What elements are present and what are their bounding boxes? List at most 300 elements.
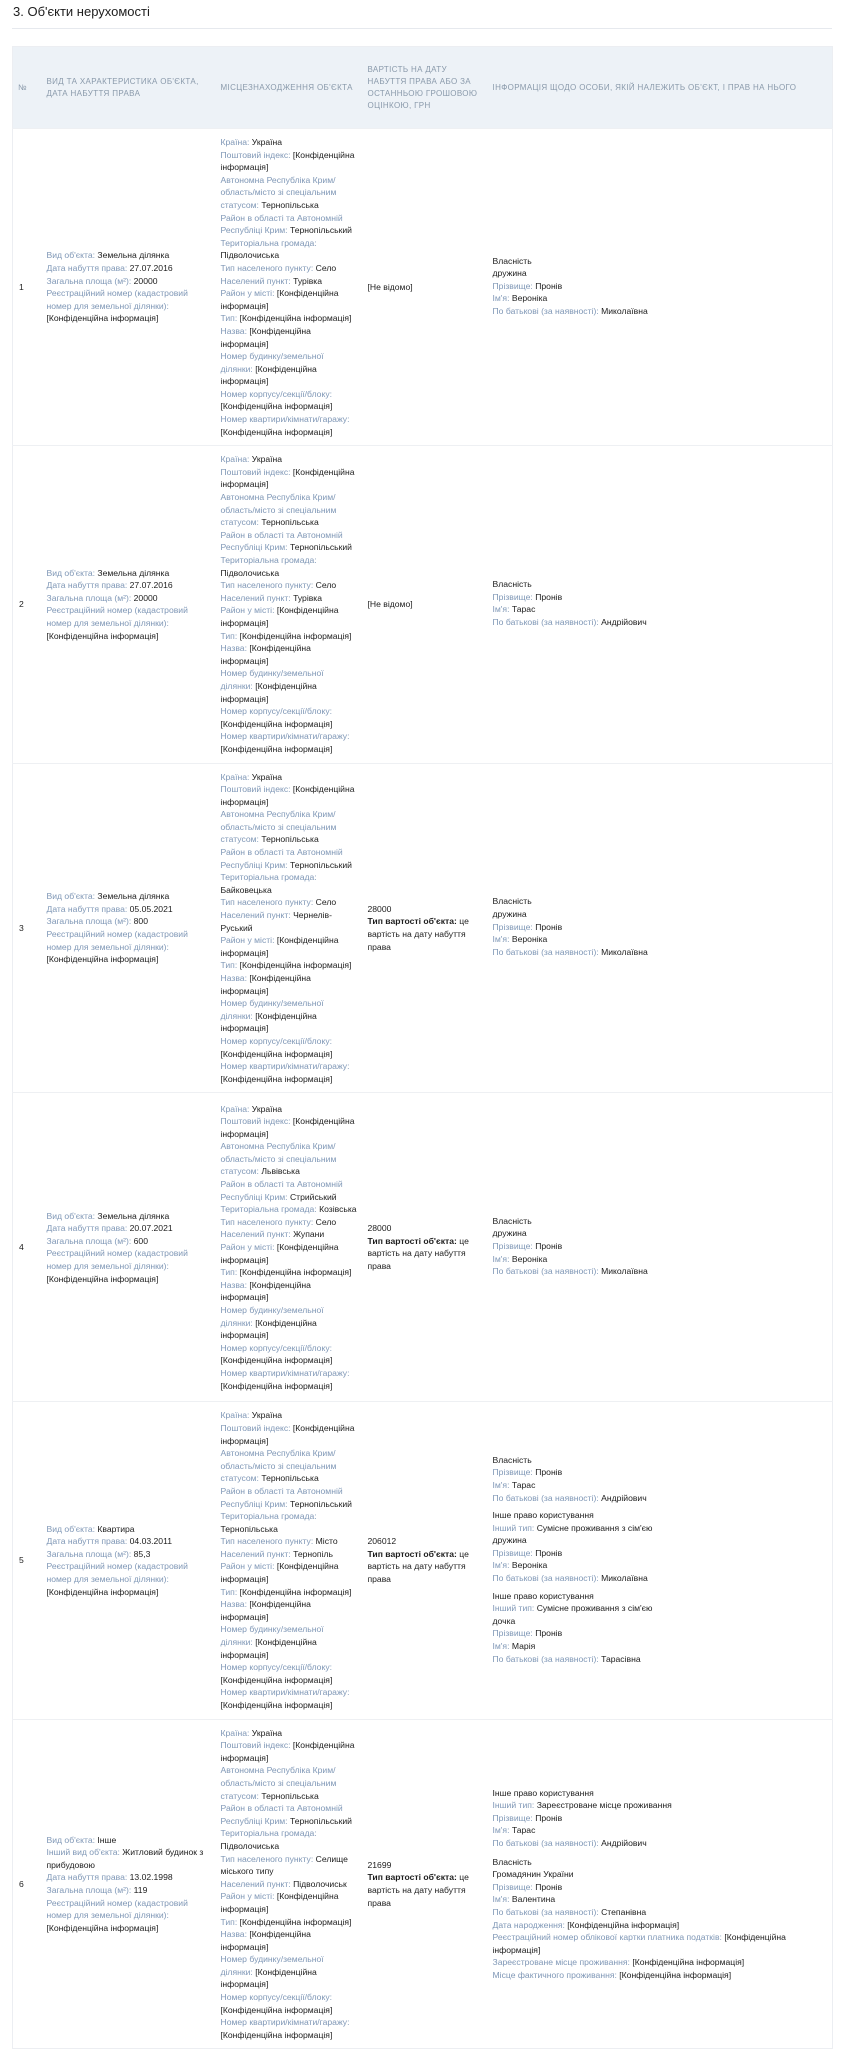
street-name-value: [Конфіденційна інформація] — [220, 1599, 311, 1622]
third-person-name — [493, 1893, 828, 1906]
street-type-label: Тип: — [220, 630, 238, 641]
apartment-number-value: [Конфіденційна інформація] — [220, 1700, 333, 1710]
street-type-value: [Конфіденційна інформація] — [239, 630, 352, 641]
owner-cell — [488, 1093, 833, 1402]
co-user-other-type-value: Сумісне проживання з сім'єю — [536, 1522, 653, 1533]
city-district-value: [Конфіденційна інформація] — [220, 1242, 339, 1265]
apartment-number-label: Номер квартири/кімнати/гаражу: — [220, 1061, 350, 1072]
owner-right: Власність — [492, 255, 532, 266]
registration-number-value: [Конфіденційна інформація] — [46, 954, 159, 965]
house-number-label: Номер будинку/земельної ділянки: — [220, 1305, 324, 1328]
community-value: Байковецька — [220, 884, 272, 895]
object-type-value: Земельна ділянка — [97, 1210, 170, 1221]
object-cell — [42, 1093, 216, 1402]
value-type: Тип вартості об'єкта: це вартість на дату набуття права — [367, 916, 469, 952]
third-person-birth-date — [493, 1919, 828, 1932]
house-number-label: Номер будинку/земельної ділянки: — [220, 668, 324, 691]
owner-patronymic — [493, 305, 828, 318]
owner-name-label: Ім'я: — [492, 1825, 510, 1836]
object-value: 21699 — [367, 1859, 392, 1870]
object-cell — [42, 129, 216, 446]
third-person-birth-date-label: Дата народження: — [492, 1919, 565, 1930]
district-label: Район в області та Автономній Республіці Крим: — [220, 212, 343, 236]
house-number — [221, 667, 358, 705]
owner-patronymic-value: Андрійович — [601, 616, 647, 627]
building-number-label: Номер корпусу/секції/блоку: — [220, 1035, 333, 1046]
owner-patronymic-value: Миколаївна — [601, 946, 648, 957]
row-number: 2 — [13, 446, 42, 763]
city-district-label: Район у місті: — [220, 1891, 275, 1902]
owner-surname — [493, 1466, 828, 1479]
country-value: Україна — [251, 454, 283, 465]
street-type-label: Тип: — [220, 1586, 238, 1597]
third-person-tax-number — [493, 1931, 828, 1956]
building-number — [221, 388, 358, 413]
co-user-right: Інше право користування — [492, 1510, 594, 1521]
owner-name — [493, 603, 828, 616]
community-value: Підволочиська — [220, 250, 280, 261]
settlement-label: Населений пункт: — [220, 275, 291, 286]
table-body — [13, 129, 833, 2049]
street-name-label: Назва: — [220, 1929, 247, 1940]
postal-code-label: Поштовий індекс: — [220, 149, 291, 160]
country-value: Україна — [251, 1727, 283, 1738]
community-value: Тернопільська — [220, 1523, 278, 1534]
object-type-label: Вид об'єкта: — [46, 1210, 96, 1221]
table-row — [13, 446, 833, 763]
street-name — [221, 1928, 358, 1953]
total-area-label: Загальна площа (м²): — [46, 916, 132, 927]
district-label: Район в області та Автономній Республіці Крим: — [220, 1179, 343, 1202]
acquisition-date-label: Дата набуття права: — [46, 1223, 128, 1234]
house-number — [221, 997, 358, 1035]
street-name-value: [Конфіденційна інформація] — [220, 325, 311, 349]
total-area-label: Загальна площа (м²): — [46, 275, 132, 286]
street-type-label: Тип: — [220, 1916, 238, 1927]
total-area-label: Загальна площа (м²): — [46, 1235, 132, 1246]
apartment-number — [221, 413, 358, 438]
district — [221, 1178, 358, 1203]
postal-code — [221, 1115, 358, 1140]
table-row — [13, 129, 833, 446]
location-cell — [216, 446, 363, 763]
location-cell — [216, 1093, 363, 1402]
object-value: 206012 — [367, 1536, 397, 1547]
owner-name-label: Ім'я: — [492, 934, 510, 945]
owner-cell — [488, 763, 833, 1093]
building-number-value: [Конфіденційна інформація] — [220, 1355, 333, 1366]
owner-other-type — [493, 1799, 828, 1812]
owner-surname — [493, 280, 828, 293]
third-person-registered-address-label: Зареєстроване місце проживання: — [492, 1957, 630, 1968]
street-type-label: Тип: — [220, 960, 238, 971]
third-person-block — [493, 1856, 828, 1982]
district-label: Район в області та Автономній Республіці Крим: — [220, 1485, 343, 1509]
acquisition-date-value: 05.05.2021 — [129, 903, 173, 914]
postal-code-label: Поштовий індекс: — [220, 1116, 291, 1127]
acquisition-date — [47, 903, 211, 916]
total-area-value: 800 — [133, 916, 148, 927]
country-value: Україна — [251, 771, 283, 782]
owner-block — [493, 255, 828, 318]
street-type — [221, 312, 358, 325]
table-row — [13, 763, 833, 1093]
acquisition-date-label: Дата набуття права: — [46, 1536, 128, 1547]
registration-number — [47, 928, 211, 966]
object-type — [47, 249, 211, 262]
total-area — [47, 275, 211, 288]
apartment-number-label: Номер квартири/кімнати/гаражу: — [220, 1687, 350, 1698]
city-district — [221, 1890, 358, 1915]
street-name-label: Назва: — [220, 1279, 247, 1290]
street-name — [221, 1279, 358, 1304]
owner-surname-value: Пронів — [535, 1812, 563, 1823]
owner-relation: дружина — [492, 268, 527, 279]
building-number-value: [Конфіденційна інформація] — [220, 1674, 333, 1685]
acquisition-date-value: 20.07.2021 — [129, 1223, 173, 1234]
registration-number-label: Реєстраційний номер (кадастровий номер для земельної ділянки): — [46, 1897, 188, 1921]
co-user-name — [493, 1640, 828, 1653]
object-value: 28000 — [367, 1223, 392, 1234]
object-cell — [42, 763, 216, 1093]
postal-code-value: [Конфіденційна інформація] — [220, 1116, 355, 1139]
owner-block — [493, 1787, 828, 1850]
co-user-surname-value: Пронів — [535, 1547, 563, 1558]
country-value: Україна — [251, 1410, 283, 1421]
region-label: Автономна Республіка Крим/ область/місто зі спеціальним статусом: — [220, 1141, 337, 1177]
third-person-tax-number-label: Реєстраційний номер облікової картки платника податків: — [492, 1932, 722, 1943]
community — [221, 1203, 358, 1216]
district — [221, 1485, 358, 1510]
owner-name-value: Тарас — [511, 1479, 536, 1490]
country-label: Країна: — [220, 1410, 250, 1421]
settlement-label: Населений пункт: — [220, 1548, 291, 1559]
table-row — [13, 1093, 833, 1402]
owner-patronymic-label: По батькові (за наявності): — [492, 306, 599, 317]
settlement-type-label: Тип населеного пункту: — [220, 262, 314, 273]
object-value: [Не відомо] — [367, 599, 413, 610]
community-label: Територіальна громада: — [220, 555, 317, 565]
street-name-label: Назва: — [220, 643, 247, 654]
city-district-label: Район у місті: — [220, 288, 275, 299]
apartment-number-value: [Конфіденційна інформація] — [220, 743, 333, 754]
settlement-type — [221, 262, 358, 275]
region-label: Автономна Республіка Крим/ область/місто зі спеціальним статусом: — [220, 1765, 337, 1801]
building-number-label: Номер корпусу/секції/блоку: — [220, 1342, 333, 1353]
region — [221, 808, 358, 846]
owner-relation: дружина — [492, 1228, 527, 1239]
city-district — [221, 287, 358, 312]
street-name-value: [Конфіденційна інформація] — [220, 1279, 311, 1303]
building-number-label: Номер корпусу/секції/блоку: — [220, 1662, 333, 1673]
district — [221, 212, 358, 237]
total-area-label: Загальна площа (м²): — [46, 1548, 132, 1559]
owner-surname-label: Прізвище: — [492, 921, 533, 932]
district-value: Тернопільський — [289, 1815, 352, 1826]
street-name-label: Назва: — [220, 973, 247, 983]
region-value: Тернопільська — [261, 1790, 319, 1801]
acquisition-date — [47, 1871, 211, 1884]
co-user-surname — [493, 1547, 828, 1560]
owner-cell — [488, 1719, 833, 2049]
owner-surname — [493, 921, 828, 934]
object-type-value: Земельна ділянка — [97, 891, 170, 902]
settlement-value: Чернелів-Руський — [220, 910, 332, 933]
owner-name-label: Ім'я: — [492, 1479, 510, 1490]
object-type-value: Земельна ділянка — [97, 250, 170, 261]
object-value: 28000 — [367, 903, 392, 914]
owner-name — [493, 292, 828, 305]
total-area-value: 119 — [133, 1885, 148, 1896]
owner-patronymic — [493, 1265, 828, 1278]
owner-name — [493, 933, 828, 946]
house-number-value: [Конфіденційна інформація] — [220, 1966, 317, 1990]
owner-patronymic-value: Андрійович — [601, 1837, 647, 1848]
city-district-label: Район у місті: — [220, 1242, 275, 1253]
row-number: 6 — [13, 1719, 42, 2049]
city-district-value: [Конфіденційна інформація] — [220, 1891, 339, 1914]
street-name-value: [Конфіденційна інформація] — [220, 973, 311, 996]
settlement-value: Жупани — [293, 1229, 325, 1240]
settlement-label: Населений пункт: — [220, 1878, 291, 1889]
country-label: Країна: — [220, 1727, 250, 1738]
owner-right: Власність — [492, 1454, 532, 1465]
third-person-patronymic-value: Степанівна — [601, 1906, 647, 1917]
apartment-number-label: Номер квартири/кімнати/гаражу: — [220, 2017, 350, 2028]
third-person-actual-address-label: Місце фактичного проживання: — [492, 1969, 617, 1980]
apartment-number — [221, 730, 358, 755]
header-owner: ІНФОРМАЦІЯ ЩОДО ОСОБИ, ЯКІЙ НАЛЕЖИТЬ ОБ'ЄКТ, І ПРАВ НА НЬОГО — [488, 47, 833, 129]
owner-other-type-label: Інший тип: — [492, 1800, 535, 1811]
city-district-label: Район у місті: — [220, 1561, 275, 1572]
registration-number — [47, 604, 211, 642]
co-user-surname-label: Прізвище: — [492, 1547, 533, 1558]
building-number-value: [Конфіденційна інформація] — [220, 2004, 333, 2015]
object-type-value: Квартира — [97, 1523, 135, 1534]
object-cell — [42, 1719, 216, 2049]
settlement-label: Населений пункт: — [220, 910, 291, 921]
region-value: Тернопільська — [261, 517, 319, 528]
value-type-label: Тип вартості об'єкта: — [367, 1872, 457, 1883]
object-type-value: Інше — [97, 1834, 117, 1845]
house-number-value: [Конфіденційна інформація] — [220, 1637, 317, 1660]
region — [221, 1447, 358, 1485]
object-type — [47, 890, 211, 903]
object-other-type-label: Інший вид об'єкта: — [46, 1847, 120, 1858]
owner-name — [493, 1253, 828, 1266]
third-person-registered-address — [493, 1956, 828, 1969]
community — [221, 237, 358, 262]
country — [221, 453, 358, 466]
settlement-type-label: Тип населеного пункту: — [220, 1216, 314, 1227]
co-user-relation: дружина — [492, 1535, 527, 1546]
total-area-value: 20000 — [133, 592, 158, 603]
owner-name-value: Вероніка — [511, 293, 548, 304]
house-number-value: [Конфіденційна інформація] — [220, 1010, 317, 1034]
district-value: Тернопільський — [289, 225, 352, 236]
community-label: Територіальна громада: — [220, 237, 317, 248]
owner-surname-value: Пронів — [535, 1467, 563, 1478]
apartment-number-label: Номер квартири/кімнати/гаражу: — [220, 414, 350, 425]
building-number-value: [Конфіденційна інформація] — [220, 401, 333, 412]
total-area — [47, 1884, 211, 1897]
street-type-value: [Конфіденційна інформація] — [239, 960, 352, 971]
owner-name-value: Тарас — [511, 1825, 536, 1836]
settlement-value: Турівка — [293, 592, 323, 603]
settlement-type-value: Місто — [315, 1536, 338, 1547]
postal-code-value: [Конфіденційна інформація] — [220, 466, 355, 490]
owner-patronymic — [493, 946, 828, 959]
value-cell — [363, 129, 488, 446]
settlement — [221, 1228, 358, 1241]
header-object: ВИД ТА ХАРАКТЕРИСТИКА ОБ'ЄКТА, ДАТА НАБУТТЯ ПРАВА — [42, 47, 216, 129]
total-area — [47, 592, 211, 605]
object-value: [Не відомо] — [367, 281, 413, 292]
settlement-type-value: Село — [315, 1216, 337, 1227]
city-district — [221, 1560, 358, 1585]
registration-number-label: Реєстраційний номер (кадастровий номер для земельної ділянки): — [46, 1248, 188, 1271]
settlement-label: Населений пункт: — [220, 1229, 291, 1240]
third-person-patronymic-label: По батькові (за наявності): — [492, 1906, 599, 1917]
object-type-label: Вид об'єкта: — [46, 1834, 96, 1845]
settlement — [221, 592, 358, 605]
co-user-patronymic — [493, 1653, 828, 1666]
co-user-name-label: Ім'я: — [492, 1560, 510, 1571]
street-name — [221, 642, 358, 667]
third-person-registered-address-value: [Конфіденційна інформація] — [632, 1957, 745, 1968]
community-value: Козівська — [319, 1204, 357, 1215]
house-number — [221, 350, 358, 388]
region-label: Автономна Республіка Крим/ область/місто зі спеціальним статусом: — [220, 1448, 337, 1484]
owner-surname — [493, 1240, 828, 1253]
third-person-surname — [493, 1881, 828, 1894]
object-type — [47, 1834, 211, 1847]
owner-block — [493, 578, 828, 628]
owner-patronymic-value: Миколаївна — [601, 1266, 648, 1277]
postal-code — [221, 1422, 358, 1447]
street-type — [221, 1916, 358, 1929]
third-person-name-label: Ім'я: — [492, 1894, 510, 1905]
postal-code — [221, 149, 358, 174]
city-district — [221, 934, 358, 959]
country-label: Країна: — [220, 454, 250, 465]
country-label: Країна: — [220, 1103, 250, 1114]
owner-patronymic-label: По батькові (за наявності): — [492, 1837, 599, 1848]
registration-number-value: [Конфіденційна інформація] — [46, 313, 159, 324]
owner-name-label: Ім'я: — [492, 293, 510, 304]
street-name-label: Назва: — [220, 1599, 247, 1610]
acquisition-date-value: 27.07.2016 — [129, 580, 173, 591]
settlement-label: Населений пункт: — [220, 592, 291, 603]
community — [221, 871, 358, 896]
registration-number-label: Реєстраційний номер (кадастровий номер для земельної ділянки): — [46, 1561, 188, 1585]
value-type: Тип вартості об'єкта: це вартість на дату набуття права — [367, 1548, 469, 1585]
registration-number-value: [Конфіденційна інформація] — [46, 630, 159, 641]
acquisition-date-value: 27.07.2016 — [129, 262, 173, 273]
co-user-right: Інше право користування — [492, 1590, 594, 1601]
settlement — [221, 909, 358, 934]
region-label: Автономна Республіка Крим/ область/місто зі спеціальним статусом: — [220, 492, 337, 528]
real-estate-table — [12, 46, 833, 2049]
third-person-citizenship: Громадянин України — [492, 1869, 574, 1880]
location-cell — [216, 1402, 363, 1719]
settlement-type — [221, 1535, 358, 1548]
house-number-value: [Конфіденційна інформація] — [220, 680, 317, 704]
owner-surname-label: Прізвище: — [492, 280, 533, 291]
value-type-label: Тип вартості об'єкта: — [367, 1235, 457, 1246]
city-district-value: [Конфіденційна інформація] — [220, 1561, 339, 1585]
house-number — [221, 1953, 358, 1991]
owner-patronymic-label: По батькові (за наявності): — [492, 946, 599, 957]
street-type-label: Тип: — [220, 1267, 238, 1278]
region-label: Автономна Республіка Крим/ область/місто зі спеціальним статусом: — [220, 809, 337, 845]
district-label: Район в області та Автономній Республіці Крим: — [220, 529, 343, 553]
total-area — [47, 915, 211, 928]
community-label: Територіальна громада: — [220, 1511, 317, 1522]
acquisition-date — [47, 1535, 211, 1548]
apartment-number — [221, 2016, 358, 2041]
acquisition-date-label: Дата набуття права: — [46, 580, 128, 591]
third-person-surname-value: Пронів — [535, 1881, 563, 1892]
region — [221, 491, 358, 529]
total-area-value: 20000 — [133, 275, 158, 286]
owner-name-value: Вероніка — [511, 1253, 548, 1264]
owner-right: Власність — [492, 1215, 532, 1226]
co-user-other-type-value: Сумісне проживання з сім'єю — [536, 1603, 653, 1614]
district-label: Район в області та Автономній Республіці Крим: — [220, 847, 343, 870]
region — [221, 174, 358, 212]
settlement-value: Підволочиськ — [293, 1878, 347, 1889]
community-label: Територіальна громада: — [220, 872, 317, 883]
total-area — [47, 1548, 211, 1561]
district-value: Тернопільський — [289, 859, 352, 870]
settlement-type — [221, 896, 358, 909]
district — [221, 529, 358, 554]
registration-number-value: [Конфіденційна інформація] — [46, 1586, 159, 1597]
settlement-type-label: Тип населеного пункту: — [220, 1853, 314, 1864]
header-value: ВАРТІСТЬ НА ДАТУ НАБУТТЯ ПРАВА АБО ЗА ОСТАННЬОЮ ГРОШОВОЮ ОЦІНКОЮ, ГРН — [363, 47, 488, 129]
postal-code-label: Поштовий індекс: — [220, 466, 291, 477]
table-row — [13, 1402, 833, 1719]
owner-surname-value: Пронів — [535, 280, 563, 291]
third-person-actual-address-value: [Конфіденційна інформація] — [619, 1969, 732, 1980]
object-cell — [42, 1402, 216, 1719]
owner-patronymic — [493, 616, 828, 629]
country — [221, 1727, 358, 1740]
owner-patronymic-label: По батькові (за наявності): — [492, 616, 599, 627]
registration-number — [47, 1247, 211, 1285]
postal-code-label: Поштовий індекс: — [220, 1422, 291, 1433]
country — [221, 1409, 358, 1422]
street-type-value: [Конфіденційна інформація] — [239, 1916, 352, 1927]
building-number — [221, 1342, 358, 1367]
building-number — [221, 1991, 358, 2016]
acquisition-date-value: 13.02.1998 — [129, 1872, 173, 1883]
co-user-name-value: Вероніка — [511, 1560, 548, 1571]
city-district — [221, 1241, 358, 1266]
owner-surname-label: Прізвище: — [492, 1241, 533, 1252]
owner-patronymic-label: По батькові (за наявності): — [492, 1266, 599, 1277]
region-value: Тернопільська — [261, 834, 319, 845]
postal-code — [221, 1739, 358, 1764]
object-type — [47, 567, 211, 580]
postal-code-value: [Конфіденційна інформація] — [220, 784, 355, 807]
building-number-label: Номер корпусу/секції/блоку: — [220, 388, 333, 399]
community-label: Територіальна громада: — [220, 1204, 317, 1215]
co-user-name-label: Ім'я: — [492, 1641, 510, 1652]
street-type-value: [Конфіденційна інформація] — [239, 1586, 352, 1597]
object-type — [47, 1523, 211, 1536]
